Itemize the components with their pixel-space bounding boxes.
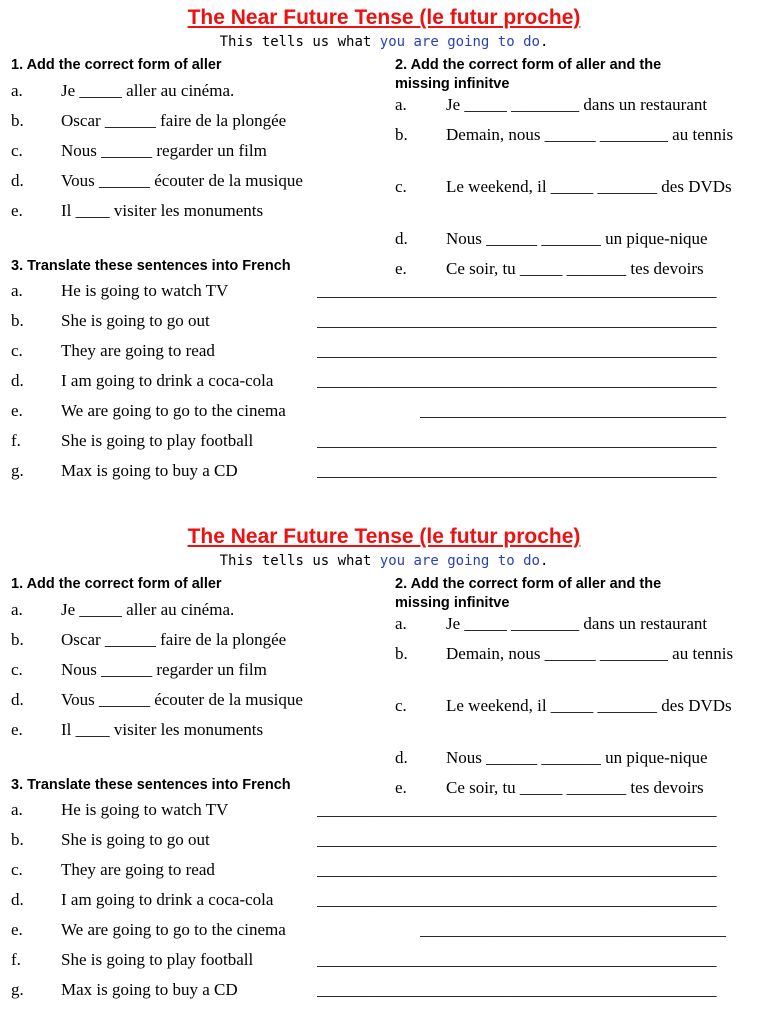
item-text: She is going to play football xyxy=(61,950,254,969)
item-text: Le weekend, il _____ _______ des DVDs xyxy=(446,696,732,715)
section-3-heading: 3. Translate these sentences into French xyxy=(11,258,291,274)
item-text: Je _____ ________ dans un restaurant xyxy=(446,95,708,114)
item-text: She is going to play football xyxy=(61,431,254,450)
item-letter: d. xyxy=(11,371,24,390)
item-letter: b. xyxy=(11,311,24,330)
item-letter: d. xyxy=(395,748,408,767)
item-letter: e. xyxy=(11,720,23,739)
section-1-heading: 1. Add the correct form of aller xyxy=(11,576,222,592)
item-letter: c. xyxy=(11,341,23,360)
item-letter: g. xyxy=(11,980,24,999)
item-letter: g. xyxy=(11,461,24,480)
item-text: He is going to watch TV xyxy=(61,281,229,300)
item-letter: c. xyxy=(11,660,23,679)
section-2-heading: 2. Add the correct form of aller and the xyxy=(395,57,662,73)
item-letter: c. xyxy=(395,696,407,715)
worksheet-title: The Near Future Tense (le futur proche) xyxy=(187,525,581,548)
item-text: She is going to go out xyxy=(61,311,210,330)
item-text: Ce soir, tu _____ _______ tes devoirs xyxy=(446,259,704,278)
worksheet-1 xyxy=(0,0,768,500)
subtitle-end: . xyxy=(539,553,549,569)
subtitle-text: This tells us what xyxy=(219,553,380,569)
item-text: She is going to go out xyxy=(61,830,210,849)
item-letter: d. xyxy=(11,690,24,709)
item-text: He is going to watch TV xyxy=(61,800,229,819)
item-text: Oscar ______ faire de la plongée xyxy=(61,111,287,130)
item-letter: f. xyxy=(11,431,21,450)
item-letter: d. xyxy=(11,890,24,909)
item-letter: b. xyxy=(11,630,24,649)
answer-blank[interactable]: _______________________________________________ xyxy=(317,311,717,330)
item-text: Je _____ ________ dans un restaurant xyxy=(446,614,708,633)
section-2-heading-cont: missing infinitve xyxy=(395,76,510,92)
answer-blank[interactable]: _______________________________________________ xyxy=(317,281,717,300)
item-text: Je _____ aller au cinéma. xyxy=(61,600,235,619)
item-text: Nous ______ regarder un film xyxy=(61,141,267,160)
item-text: Le weekend, il _____ _______ des DVDs xyxy=(446,177,732,196)
item-letter: e. xyxy=(395,259,407,278)
item-text: Il ____ visiter les monuments xyxy=(61,720,264,739)
item-text: Demain, nous ______ ________ au tennis xyxy=(446,644,734,663)
section-3-heading: 3. Translate these sentences into French xyxy=(11,777,291,793)
answer-blank[interactable]: _______________________________________________ xyxy=(317,950,717,969)
item-text: Demain, nous ______ ________ au tennis xyxy=(446,125,734,144)
answer-blank[interactable]: _______________________________________________ xyxy=(317,830,717,849)
worksheet-2 xyxy=(0,519,768,1019)
item-text: I am going to drink a coca-cola xyxy=(61,890,274,909)
item-text: We are going to go to the cinema xyxy=(61,920,286,939)
item-letter: a. xyxy=(395,614,407,633)
answer-blank[interactable]: _______________________________________________ xyxy=(317,371,717,390)
subtitle-text: This tells us what xyxy=(219,34,380,50)
item-letter: a. xyxy=(395,95,407,114)
answer-blank[interactable]: _______________________________________________ xyxy=(317,800,717,819)
answer-blank[interactable]: ____________________________________ xyxy=(420,401,726,420)
answer-blank[interactable]: _______________________________________________ xyxy=(317,461,717,480)
item-letter: b. xyxy=(11,111,24,130)
answer-blank[interactable]: _______________________________________________ xyxy=(317,431,717,450)
item-text: Ce soir, tu _____ _______ tes devoirs xyxy=(446,778,704,797)
section-2-heading-cont: missing infinitve xyxy=(395,595,510,611)
answer-blank[interactable]: _______________________________________________ xyxy=(317,980,717,999)
item-letter: e. xyxy=(11,201,23,220)
item-text: They are going to read xyxy=(61,341,215,360)
item-text: Nous ______ _______ un pique-nique xyxy=(446,229,708,248)
item-letter: c. xyxy=(11,860,23,879)
answer-blank[interactable]: _______________________________________________ xyxy=(317,860,717,879)
item-letter: a. xyxy=(11,81,23,100)
item-letter: a. xyxy=(11,281,23,300)
worksheet-subtitle xyxy=(0,551,768,571)
answer-blank[interactable]: _______________________________________________ xyxy=(317,341,717,360)
item-letter: b. xyxy=(395,644,408,663)
item-letter: a. xyxy=(11,800,23,819)
item-letter: c. xyxy=(395,177,407,196)
item-text: Max is going to buy a CD xyxy=(61,461,238,480)
item-letter: e. xyxy=(395,778,407,797)
section-1-heading: 1. Add the correct form of aller xyxy=(11,57,222,73)
answer-blank[interactable]: ____________________________________ xyxy=(420,920,726,939)
item-text: Vous ______ écouter de la musique xyxy=(61,171,303,190)
subtitle-highlight: you are going to do xyxy=(379,553,540,569)
item-text: Je _____ aller au cinéma. xyxy=(61,81,235,100)
item-letter: b. xyxy=(395,125,408,144)
item-letter: c. xyxy=(11,141,23,160)
item-text: Nous ______ _______ un pique-nique xyxy=(446,748,708,767)
item-text: Il ____ visiter les monuments xyxy=(61,201,264,220)
item-letter: f. xyxy=(11,950,21,969)
item-letter: d. xyxy=(11,171,24,190)
item-letter: e. xyxy=(11,401,23,420)
item-letter: e. xyxy=(11,920,23,939)
item-text: They are going to read xyxy=(61,860,215,879)
subtitle-end: . xyxy=(539,34,549,50)
item-text: Oscar ______ faire de la plongée xyxy=(61,630,287,649)
item-text: Nous ______ regarder un film xyxy=(61,660,267,679)
item-text: Max is going to buy a CD xyxy=(61,980,238,999)
worksheet-title: The Near Future Tense (le futur proche) xyxy=(187,6,581,29)
section-2-heading: 2. Add the correct form of aller and the xyxy=(395,576,662,592)
item-text: Vous ______ écouter de la musique xyxy=(61,690,303,709)
answer-blank[interactable]: _______________________________________________ xyxy=(317,890,717,909)
item-letter: a. xyxy=(11,600,23,619)
item-letter: b. xyxy=(11,830,24,849)
worksheet-subtitle xyxy=(0,32,768,52)
item-text: We are going to go to the cinema xyxy=(61,401,286,420)
subtitle-highlight: you are going to do xyxy=(379,34,540,50)
item-letter: d. xyxy=(395,229,408,248)
item-text: I am going to drink a coca-cola xyxy=(61,371,274,390)
